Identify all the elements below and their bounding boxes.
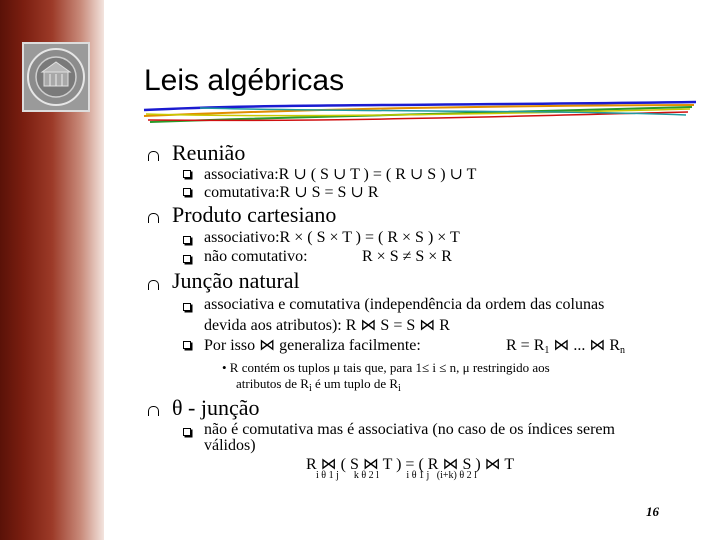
item-bullet-icon [183,303,191,311]
item-associativo-produto: associativo:R × ( S × T ) = ( R × S ) × T [204,229,460,246]
section-bullet-icon [148,213,159,223]
formula-generaliza-sub1: 1 [544,345,550,356]
section-bullet-icon [148,406,159,416]
note-line2-mid: é um tuplo de R [311,376,399,391]
formula-generaliza [506,335,625,356]
formula-generaliza-main: R = R [506,337,545,354]
section-heading-reuniao: Reunião [172,140,246,165]
section-heading-produto-cartesiano: Produto cartesiano [172,202,337,227]
item-bullet-icon [183,341,191,349]
university-seal-logo [22,42,90,112]
formula-theta-subscripts: i θ 1 j k θ 2 l i θ 1 j (i+k) θ 2 l [316,470,477,481]
item-comutativa-reuniao: comutativa:R ∪ S = S ∪ R [204,184,379,201]
section-heading-theta-juncao: θ - junção [172,395,260,420]
formula-theta-main: R ⋈ ( S ⋈ T ) = ( R ⋈ S ) ⋈ T [306,456,515,473]
item-por-isso: Por isso ⋈ generaliza facilmente: [204,337,421,354]
item-bullet-icon [183,170,191,178]
item-juncao-line1: associativa e comutativa (independência da ordem das colunas [204,296,605,313]
item-nao-comutativo: não comutativo: [204,248,308,265]
item-theta-line1: não é comutativa mas é associativa (no caso de os índices serem [204,421,615,438]
formula-generaliza-subn: n [620,345,626,356]
note-line2 [236,376,401,394]
note-line2-sub1: i [308,383,312,394]
item-bullet-icon [183,236,191,244]
item-bullet-icon [183,428,191,436]
slide-sidebar [0,0,104,540]
page-number: 16 [646,504,659,519]
item-juncao-line2: devida aos atributos): R ⋈ S = S ⋈ R [204,317,450,334]
item-bullet-icon [183,255,191,263]
formula-generaliza-rest: ⋈ ... ⋈ R [549,337,621,354]
section-bullet-icon [148,151,159,161]
item-associativa-reuniao: associativa:R ∪ ( S ∪ T ) = ( R ∪ S ) ∪ T [204,166,477,183]
formula-nao-comutativo: R × S ≠ S × R [362,248,452,265]
note-line1: • R contém os tuplos μ tais que, para 1≤ i ≤ n, μ restringido aos [222,360,550,375]
slide-title: Leis algébricas [144,64,345,97]
section-heading-juncao-natural: Junção natural [172,268,300,293]
item-bullet-icon [183,188,191,196]
section-bullet-icon [148,280,159,290]
title-underline-brush [140,96,700,130]
note-line2-main: atributos de R [236,376,309,391]
item-theta-line2: válidos) [204,437,256,454]
note-line2-sub2: i [398,383,401,394]
